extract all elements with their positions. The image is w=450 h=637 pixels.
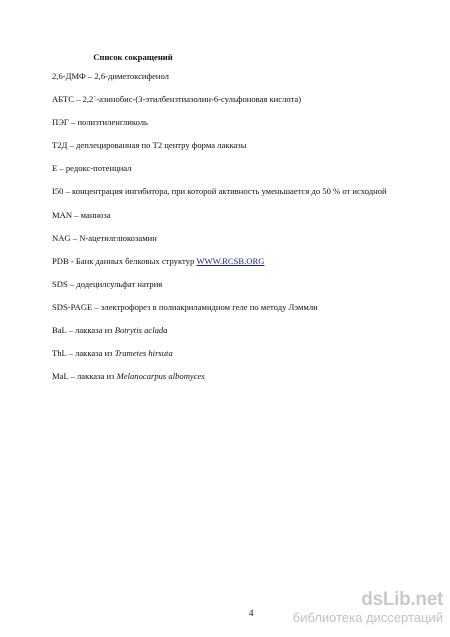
list-item: ThL – лакказа из Trametes hirsuta	[52, 348, 173, 359]
list-item: АБТС – 2,2`-азинобис-(3-этилбензтиазолин-6-сульфоновая кислота)	[52, 94, 302, 105]
abbreviation-list	[52, 70, 447, 393]
list-item: BaL – лакказа из Botrytis aclada	[52, 325, 168, 336]
watermark-subtitle: библиотека диссертаций	[292, 610, 443, 625]
species-name: Trametes hirsuta	[114, 348, 173, 359]
list-item: 2,6-ДМФ – 2,6-диметоксифенол	[52, 71, 169, 81]
species-name: Botrytis aclada	[114, 325, 168, 336]
list-item: PDB - Банк данных белковых структур WWW.RCSB.ORG	[52, 255, 265, 266]
list-item: I50 – концентрация ингибитора, при которой активность уменьшается до 50 % от исходной	[52, 186, 387, 197]
list-item: SDS – додецилсульфат натрия	[52, 278, 163, 289]
list-item: MaL – лакказа из Melanocarpus albomyces	[52, 371, 205, 382]
list-item: E – редокс-потенциал	[52, 163, 132, 174]
watermark-logo: dsLib.net	[361, 589, 443, 610]
list-item: ПЭГ – полиэтиленгликоль	[52, 117, 148, 128]
page-title: Список сокращений	[93, 52, 173, 62]
list-item: SDS-PAGE – электрофорез в полиакриламидном геле по методу Лэммли	[52, 301, 318, 312]
list-item: Т2Д – деплецированная по Т2 центру форма лакказы	[52, 140, 247, 151]
rcsb-link[interactable]: WWW.RCSB.ORG	[196, 255, 265, 266]
list-item: NAG – N-ацетилглюкозамин	[52, 232, 157, 243]
watermark	[293, 590, 443, 625]
list-item: MAN – манноза	[52, 209, 111, 220]
page-number: 4	[249, 608, 254, 618]
species-name: Melanocarpus albomyces	[116, 371, 205, 382]
